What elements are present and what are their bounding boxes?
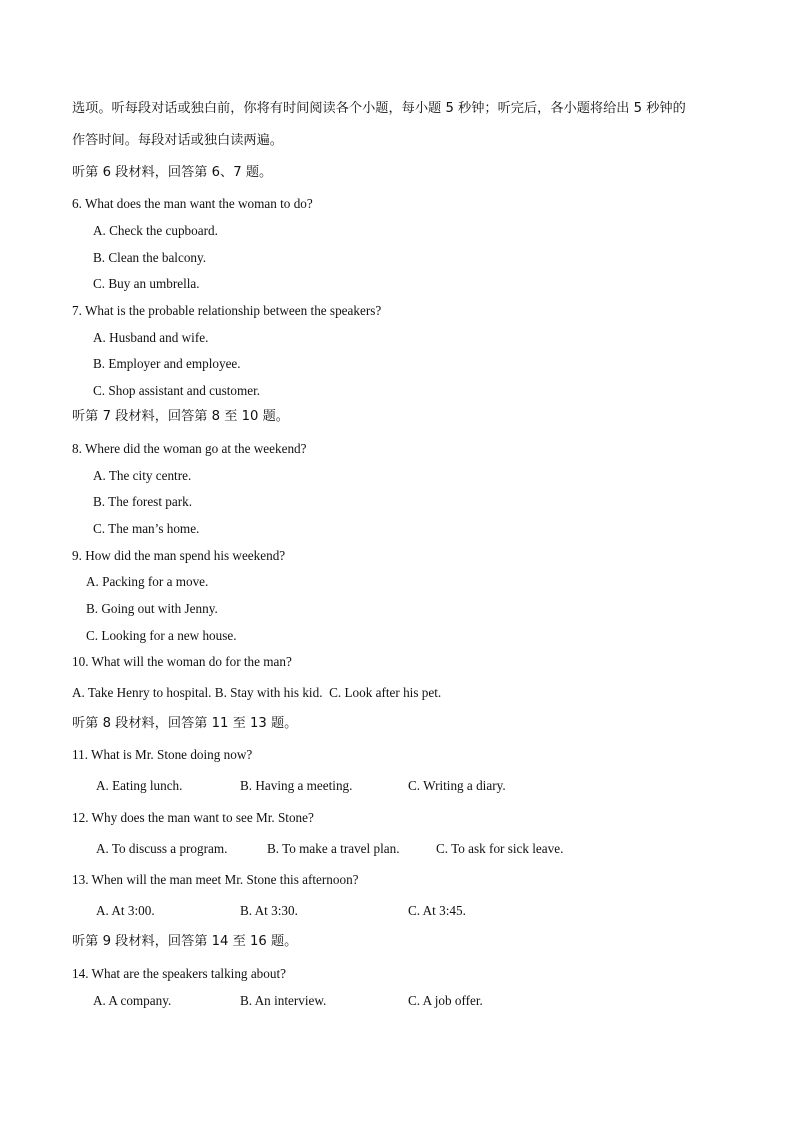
question-6-option-c: C. Buy an umbrella. <box>93 276 200 291</box>
question-12-option-c: C. To ask for sick leave. <box>436 841 564 856</box>
section-heading-8: 听第 8 段材料，回答第 11 至 13 题。 <box>72 716 298 731</box>
question-6-option-a: A. Check the cupboard. <box>93 223 218 238</box>
question-9-stem: 9. How did the man spend his weekend? <box>72 548 286 563</box>
question-7-option-c: C. Shop assistant and customer. <box>93 383 261 398</box>
question-13-option-c: C. At 3:45. <box>408 903 466 918</box>
section-heading-9: 听第 9 段材料，回答第 14 至 16 题。 <box>72 934 298 949</box>
question-10-option-a: A. Take Henry to hospital. <box>72 685 212 700</box>
question-14-option-b: B. An interview. <box>240 993 327 1008</box>
question-8-option-a: A. The city centre. <box>93 468 192 483</box>
question-10-stem: 10. What will the woman do for the man? <box>72 654 292 669</box>
question-12-option-a: A. To discuss a program. <box>96 841 228 856</box>
question-8-stem: 8. Where did the woman go at the weekend? <box>72 441 307 456</box>
section-heading-6: 听第 6 段材料，回答第 6、7 题。 <box>72 165 273 180</box>
question-9-option-c: C. Looking for a new house. <box>86 628 237 643</box>
question-7-option-a: A. Husband and wife. <box>93 330 209 345</box>
intro-line-1: 选项。听每段对话或独白前，你将有时间阅读各个小题，每小题 5 秒钟；听完后，各小题将给出 5 秒钟的 <box>72 101 686 116</box>
question-13-stem: 13. When will the man meet Mr. Stone this afternoon? <box>72 872 359 887</box>
question-9-option-b: B. Going out with Jenny. <box>86 601 218 616</box>
question-14-option-c: C. A job offer. <box>408 993 483 1008</box>
question-7-stem: 7. What is the probable relationship between the speakers? <box>72 303 382 318</box>
question-11-option-b: B. Having a meeting. <box>240 778 353 793</box>
question-6-stem: 6. What does the man want the woman to do? <box>72 196 313 211</box>
intro-line-2: 作答时间。每段对话或独白读两遍。 <box>72 133 283 148</box>
question-14-option-a: A. A company. <box>93 993 172 1008</box>
question-13-option-a: A. At 3:00. <box>96 903 155 918</box>
question-14-stem: 14. What are the speakers talking about? <box>72 966 286 981</box>
question-8-option-b: B. The forest park. <box>93 494 193 509</box>
question-11-stem: 11. What is Mr. Stone doing now? <box>72 747 253 762</box>
question-9-option-a: A. Packing for a move. <box>86 574 209 589</box>
section-heading-7: 听第 7 段材料，回答第 8 至 10 题。 <box>72 409 289 424</box>
question-10-option-b: B. Stay with his kid. <box>214 685 323 700</box>
question-7-option-b: B. Employer and employee. <box>93 356 241 371</box>
question-8-option-c: C. The man’s home. <box>93 521 200 536</box>
question-13-option-b: B. At 3:30. <box>240 903 298 918</box>
question-12-option-b: B. To make a travel plan. <box>267 841 400 856</box>
question-11-option-a: A. Eating lunch. <box>96 778 183 793</box>
question-12-stem: 12. Why does the man want to see Mr. Stone? <box>72 810 314 825</box>
question-10-options <box>72 684 441 702</box>
question-6-option-b: B. Clean the balcony. <box>93 250 207 265</box>
question-10-option-c: C. Look after his pet. <box>329 685 442 700</box>
question-11-option-c: C. Writing a diary. <box>408 778 506 793</box>
